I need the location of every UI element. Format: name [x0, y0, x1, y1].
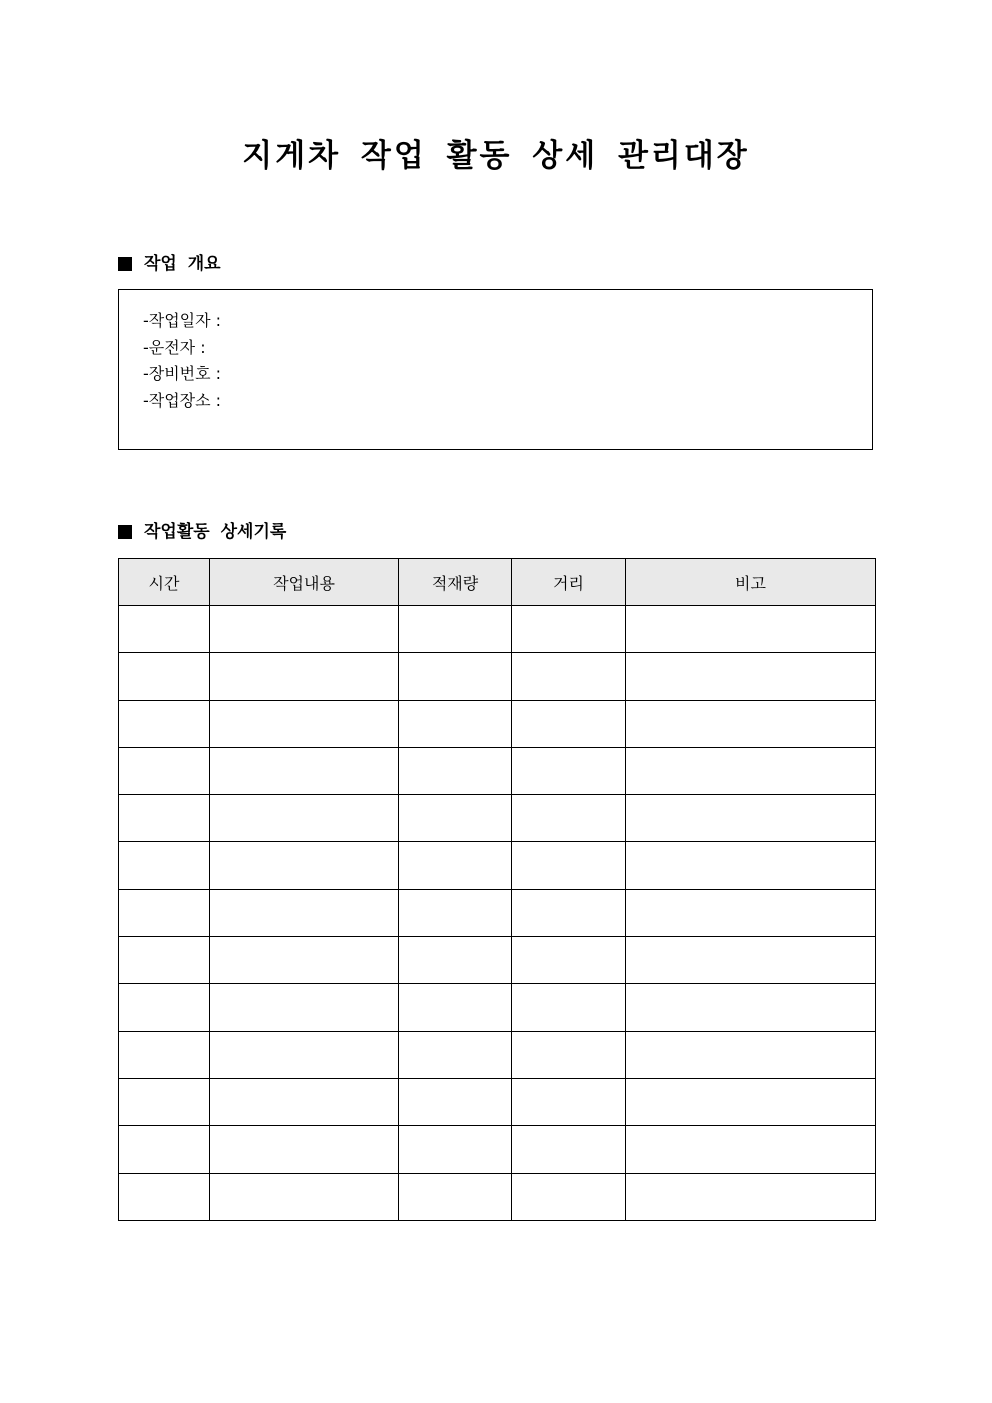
task-cell[interactable]: [210, 700, 399, 747]
load-cell[interactable]: [399, 842, 512, 889]
load-cell[interactable]: [399, 937, 512, 984]
remarks-cell[interactable]: [626, 1126, 876, 1173]
remarks-cell[interactable]: [626, 700, 876, 747]
table-row: [119, 700, 876, 747]
table-row: [119, 1126, 876, 1173]
table-row: [119, 795, 876, 842]
load-cell[interactable]: [399, 606, 512, 653]
overview-box: [118, 289, 873, 450]
time-cell[interactable]: [119, 1078, 210, 1125]
time-cell[interactable]: [119, 795, 210, 842]
load-cell[interactable]: [399, 700, 512, 747]
table-row: [119, 1173, 876, 1220]
time-cell[interactable]: [119, 937, 210, 984]
distance-cell[interactable]: [512, 606, 626, 653]
table-row: [119, 653, 876, 700]
task-cell[interactable]: [210, 1078, 399, 1125]
records-heading-text: 작업활동 상세기록: [144, 522, 287, 542]
remarks-cell[interactable]: [626, 795, 876, 842]
column-header-time: 시간: [119, 559, 210, 606]
table-header-row: [119, 559, 876, 606]
column-header-distance: 거리: [512, 559, 626, 606]
load-cell[interactable]: [399, 889, 512, 936]
table-row: [119, 1078, 876, 1125]
time-cell[interactable]: [119, 1126, 210, 1173]
remarks-cell[interactable]: [626, 984, 876, 1031]
distance-cell[interactable]: [512, 747, 626, 794]
load-cell[interactable]: [399, 984, 512, 1031]
distance-cell[interactable]: [512, 653, 626, 700]
overview-heading-text: 작업 개요: [144, 254, 221, 274]
task-cell[interactable]: [210, 653, 399, 700]
column-header-remarks: 비고: [626, 559, 876, 606]
task-cell[interactable]: [210, 937, 399, 984]
remarks-cell[interactable]: [626, 1078, 876, 1125]
table-row: [119, 747, 876, 794]
distance-cell[interactable]: [512, 937, 626, 984]
task-cell[interactable]: [210, 606, 399, 653]
distance-cell[interactable]: [512, 889, 626, 936]
distance-cell[interactable]: [512, 842, 626, 889]
load-cell[interactable]: [399, 1078, 512, 1125]
time-cell[interactable]: [119, 606, 210, 653]
table-row: [119, 889, 876, 936]
time-cell[interactable]: [119, 1031, 210, 1078]
load-cell[interactable]: [399, 795, 512, 842]
time-cell[interactable]: [119, 984, 210, 1031]
distance-cell[interactable]: [512, 700, 626, 747]
load-cell[interactable]: [399, 1173, 512, 1220]
distance-cell[interactable]: [512, 1031, 626, 1078]
load-cell[interactable]: [399, 747, 512, 794]
time-cell[interactable]: [119, 700, 210, 747]
work-location-field[interactable]: -작업장소 :: [143, 390, 222, 410]
square-bullet-icon: [118, 525, 132, 539]
time-cell[interactable]: [119, 653, 210, 700]
table-row: [119, 1031, 876, 1078]
task-cell[interactable]: [210, 889, 399, 936]
table-row: [119, 984, 876, 1031]
task-cell[interactable]: [210, 1173, 399, 1220]
table-row: [119, 842, 876, 889]
distance-cell[interactable]: [512, 1173, 626, 1220]
remarks-cell[interactable]: [626, 1173, 876, 1220]
equipment-number-field[interactable]: -장비번호 :: [143, 364, 222, 383]
remarks-cell[interactable]: [626, 889, 876, 936]
document-title: 지게차 작업 활동 상세 관리대장: [242, 138, 750, 174]
table-row: [119, 937, 876, 984]
task-cell[interactable]: [210, 747, 399, 794]
load-cell[interactable]: [399, 653, 512, 700]
work-date-field[interactable]: -작업일자 :: [143, 311, 222, 330]
task-cell[interactable]: [210, 984, 399, 1031]
remarks-cell[interactable]: [626, 747, 876, 794]
table-body: [119, 606, 876, 1221]
driver-field[interactable]: -운전자 :: [143, 337, 206, 357]
time-cell[interactable]: [119, 842, 210, 889]
activity-record-table: [118, 558, 876, 1221]
remarks-cell[interactable]: [626, 606, 876, 653]
distance-cell[interactable]: [512, 795, 626, 842]
column-header-load: 적재량: [399, 559, 512, 606]
remarks-cell[interactable]: [626, 842, 876, 889]
time-cell[interactable]: [119, 889, 210, 936]
remarks-cell[interactable]: [626, 1031, 876, 1078]
records-heading: [118, 520, 286, 544]
column-header-task: 작업내용: [210, 559, 399, 606]
time-cell[interactable]: [119, 747, 210, 794]
time-cell[interactable]: [119, 1173, 210, 1220]
task-cell[interactable]: [210, 1031, 399, 1078]
task-cell[interactable]: [210, 1126, 399, 1173]
table-row: [119, 606, 876, 653]
remarks-cell[interactable]: [626, 937, 876, 984]
square-bullet-icon: [118, 257, 132, 271]
task-cell[interactable]: [210, 842, 399, 889]
load-cell[interactable]: [399, 1126, 512, 1173]
distance-cell[interactable]: [512, 1078, 626, 1125]
overview-heading: [118, 252, 221, 276]
task-cell[interactable]: [210, 795, 399, 842]
distance-cell[interactable]: [512, 984, 626, 1031]
remarks-cell[interactable]: [626, 653, 876, 700]
distance-cell[interactable]: [512, 1126, 626, 1173]
load-cell[interactable]: [399, 1031, 512, 1078]
